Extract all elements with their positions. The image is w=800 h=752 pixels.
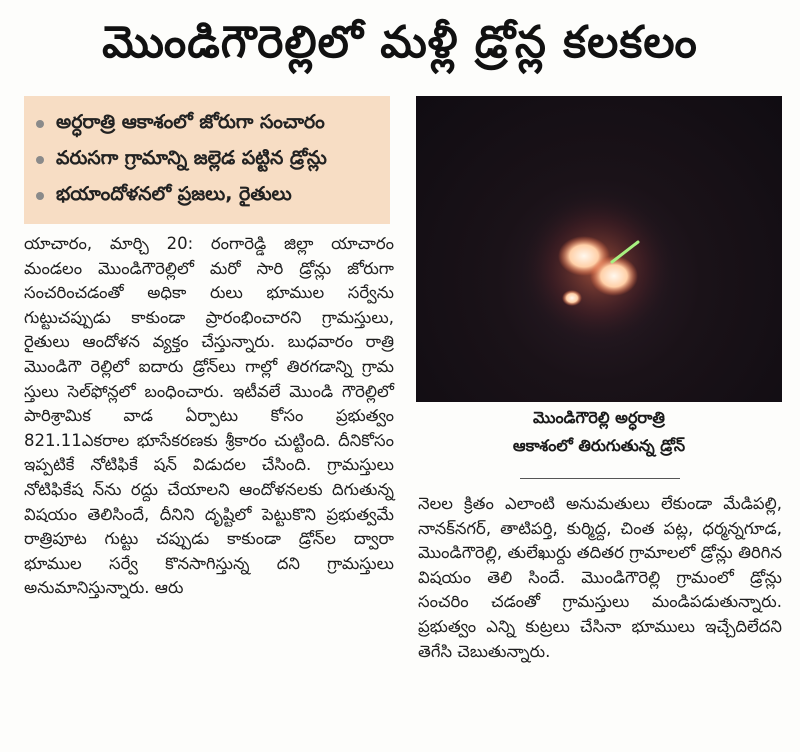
highlight-text: భయాందోళనలో ప్రజలు, రైతులు — [56, 182, 292, 205]
caption-line: మొండిగౌరెల్లి అర్ధరాత్రి — [533, 408, 665, 427]
article-text: నెలల క్రితం ఎలాంటి అనుమతులు లేకుండా మేడిపల్లి, నానక్‌నగర్, తాటిపర్తి, కుర్మిద్ద, చింత పట్ల, ధర్మన్నగూడ, మొండిగౌరెల్లి, తులేఖుర్దు తదితర గ్రామాలలో డ్రోన్లు తిరిగిన విషయం తెలి సిందే. మొండిగౌరెల్లి గ్రామంలో డ్రోన్లు సంచరిం చడంతో గ్రామస్తులు మండిపడుతున్నారు. ప్రభుత్వం ఎన్ని కుట్రలు చేసినా భూములు ఇచ్చేదిలేదని తెగేసి చెబుతున్నారు. — [418, 494, 782, 661]
article-text: యాచారం, మార్చి 20: రంగారెడ్డి జిల్లా యాచారం మండలం మొండిగౌరెల్లిలో మరో సారి డ్రోన్లు జోరుగా సంచరించడంతో అధికా రులు భూముల సర్వేను గుట్టుచప్పుడు కాకుండా ప్రారంభించారని గ్రామస్తులు, రైతులు ఆందోళన వ్యక్తం చేస్తున్నారు. బుధవారం రాత్రి మొండిగౌ రెల్లిలో ఐదారు డ్రోన్‌లు గాల్లో తిరగడాన్ని గ్రామ స్తులు సెల్‌ఫోన్లలో బంధించారు. ఇటీవలే మొండి గౌరెల్లిలో పారిశ్రామిక వాడ ఏర్పాటు కోసం ప్రభుత్వం 821.11ఎకరాల భూసేకరణకు శ్రీకారం చుట్టింది. దీనికోసం ఇప్పటికే నోటిఫికే షన్ విడుదల చేసింది. గ్రామస్తులు నోటిఫికేష న్‌ను రద్దు చేయాలని ఆందోళనలకు దిగుతున్న విషయం తెలిసిందే, దీనిని దృష్టిలో పెట్టుకొని ప్రభుత్వమే రాత్రిపూట గుట్టు చప్పుడు కాకుండా డ్రోన్‌ల ద్వారా భూముల సర్వే కొనసాగిస్తున్న దని గ్రామస్తులు అనుమానిస్తున్నారు. ఆరు — [24, 234, 394, 598]
highlight-item — [36, 178, 378, 214]
caption-divider — [520, 478, 680, 479]
drone-light-photo — [416, 96, 782, 402]
highlight-text: అర్ధరాత్రి ఆకాశంలో జోరుగా సంచారం — [56, 110, 325, 133]
highlights-box — [24, 96, 390, 224]
photo-caption — [416, 404, 782, 460]
highlight-item — [36, 142, 378, 178]
article-column-right — [418, 492, 782, 664]
headline: మొండిగౌరెల్లిలో మళ్లీ డ్రోన్ల కలకలం — [102, 17, 698, 68]
article-column-left — [24, 232, 394, 601]
highlight-text: వరుసగా గ్రామాన్ని జల్లెడ పట్టిన డ్రోన్లు — [56, 146, 327, 169]
caption-line: ఆకాశంలో తిరుగుతున్న డ్రోన్ — [512, 436, 686, 455]
bullet-icon — [36, 192, 44, 200]
bullet-icon — [36, 156, 44, 164]
bullet-icon — [36, 120, 44, 128]
highlight-item — [36, 106, 378, 142]
